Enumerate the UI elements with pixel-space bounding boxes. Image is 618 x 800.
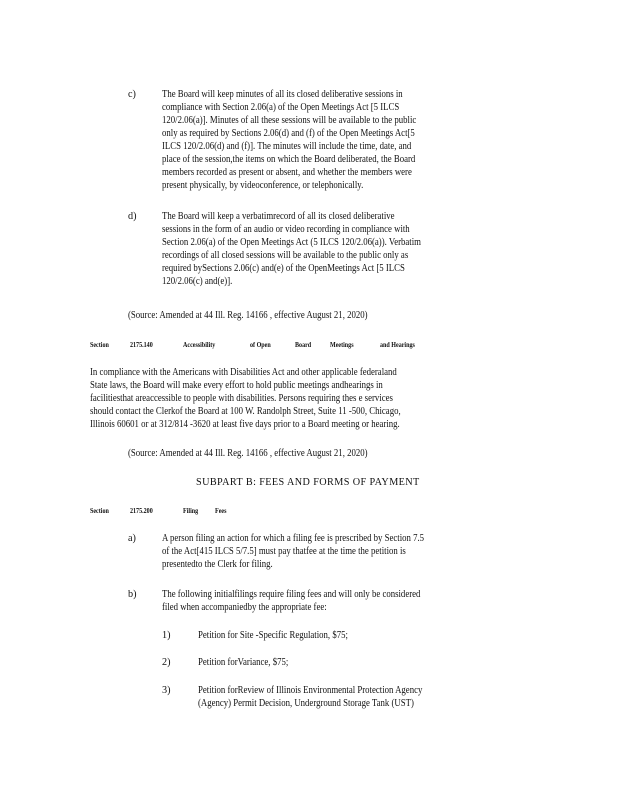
subitem-marker: 2)	[162, 657, 171, 668]
section-title-word: Board	[295, 340, 312, 349]
subitem-marker: 1)	[162, 630, 171, 641]
section-140-line: should contact the Clerkof the Board at 100 W. Randolph Street, Suite 11 -500, Chicago,	[90, 406, 401, 417]
item-c-line: place of the session,the items on which the Board deliberated, the Board	[162, 154, 416, 165]
item-c-line: 120/2.06(a)]. Minutes of all these sessions will be available to the public	[162, 115, 417, 126]
item-d-line: sessions in the form of an audio or video recording in compliance with	[162, 224, 410, 235]
section-140-line: In compliance with the Americans with Disabilities Act and other applicable federaland	[90, 367, 397, 378]
item-b-marker: b)	[128, 589, 137, 600]
item-d-marker: d)	[128, 211, 137, 222]
section-title-word: and Hearings	[380, 340, 415, 349]
item-c-line: The Board will keep minutes of all its closed deliberative sessions in	[162, 89, 403, 100]
item-d-line: recordings of all closed sessions will be available to the public only as	[162, 250, 409, 261]
source-note: (Source: Amended at 44 Ill. Reg. 14166 , effective August 21, 2020)	[128, 310, 368, 321]
item-c-line: compliance with Section 2.06(a) of the Open Meetings Act [5 ILCS	[162, 102, 400, 113]
item-d-line: 120/2.06(c) and(e)].	[162, 276, 233, 287]
item-a-line: presentedto the Clerk for filing.	[162, 559, 273, 570]
section-number: 2175.200	[130, 506, 153, 515]
item-c-line: members recorded as present or absent, and whether the members were	[162, 167, 412, 178]
section-title-word: of Open	[250, 340, 271, 349]
section-title-word: Accessibility	[183, 340, 216, 349]
subitem-marker: 3)	[162, 685, 171, 696]
item-d-line: Section 2.06(a) of the Open Meetings Act (5 ILCS 120/2.06(a)). Verbatim	[162, 237, 421, 248]
item-d-line: required bySections 2.06(c) and(e) of the OpenMeetings Act [5 ILCS	[162, 263, 405, 274]
section-label: Section	[90, 340, 109, 349]
item-d-line: The Board will keep a verbatimrecord of all its closed deliberative	[162, 211, 395, 222]
section-title-word: Meetings	[330, 340, 354, 349]
item-b-line: filed when accompaniedby the appropriate fee:	[162, 602, 327, 613]
item-c-line: ILCS 120/2.06(d) and (f)]. The minutes will include the time, date, and	[162, 141, 412, 152]
item-a-line: A person filing an action for which a filing fee is prescribed by Section 7.5	[162, 533, 425, 544]
subitem-line: (Agency) Permit Decision, Underground Storage Tank (UST)	[198, 698, 414, 709]
item-c-line: present physically, by videoconference, or telephonically.	[162, 180, 364, 191]
section-title-word: Fees	[215, 506, 227, 515]
item-c-line: only as required by Sections 2.06(d) and (f) of the Open Meetings Act[5	[162, 128, 415, 139]
subitem-line: Petition for Site -Specific Regulation, $75;	[198, 630, 348, 641]
item-b-line: The following initialfilings require filing fees and will only be considered	[162, 589, 421, 600]
section-140-line: facilitiesthat areaccessible to people with disabilities. Persons requiring thes e services	[90, 393, 393, 404]
subpart-heading: SUBPART B: FEES AND FORMS OF PAYMENT	[196, 477, 420, 488]
section-number: 2175.140	[130, 340, 153, 349]
item-c-marker: c)	[128, 89, 136, 100]
item-a-marker: a)	[128, 533, 136, 544]
section-title-word: Filing	[183, 506, 199, 515]
item-a-line: of the Act[415 ILCS 5/7.5] must pay thatfee at the time the petition is	[162, 546, 406, 557]
section-140-line: Illinois 60601 or at 312/814 -3620 at least five days prior to a Board meeting or hearing.	[90, 419, 400, 430]
subitem-line: Petition forVariance, $75;	[198, 657, 289, 668]
section-label: Section	[90, 506, 109, 515]
section-140-line: State laws, the Board will make every effort to hold public meetings andhearings in	[90, 380, 383, 391]
subitem-line: Petition forReview of Illinois Environmental Protection Agency	[198, 685, 423, 696]
source-note: (Source: Amended at 44 Ill. Reg. 14166 , effective August 21, 2020)	[128, 448, 368, 459]
